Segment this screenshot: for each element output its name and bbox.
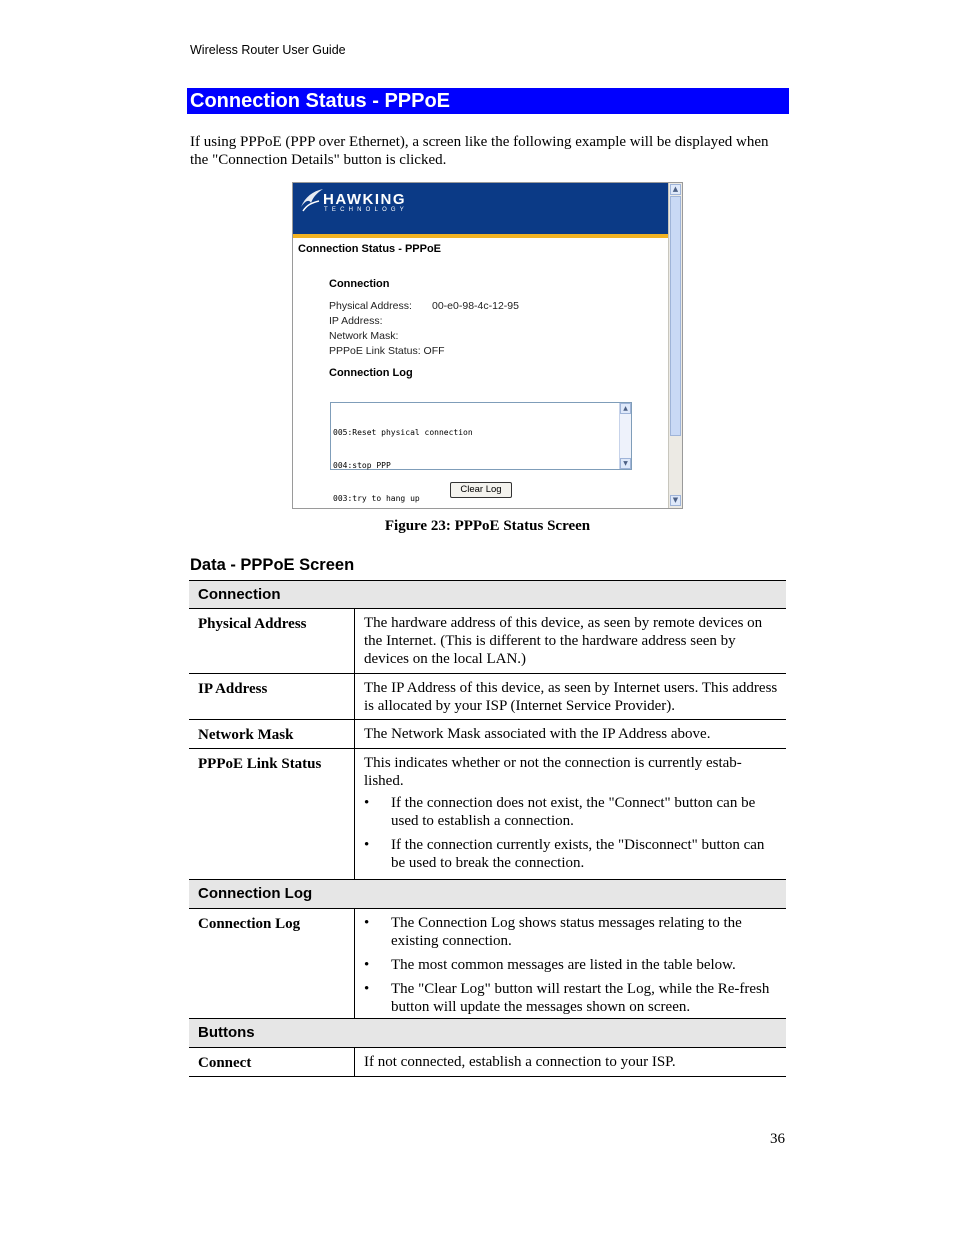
bullet-icon: • [364,957,370,973]
table-row [189,674,786,720]
bullet-icon: • [364,981,370,997]
hawking-banner [293,183,668,235]
banner-stripe [293,234,668,238]
page-number: 36 [770,1131,785,1147]
connection-label: Connection [329,278,390,290]
group-header-connection: Connection [189,580,786,609]
list-item: • If the connection does not exist, the "Connect" button can be used to establish a connection. [364,795,756,829]
row-key: Connect [189,1048,355,1076]
table-row [189,720,786,749]
log-line: 004:stop PPP [333,461,391,470]
network-mask-row [329,330,398,342]
row-key: PPPoE Link Status [189,749,355,879]
scroll-down-icon[interactable]: ▼ [670,495,681,506]
group-header-buttons: Buttons [189,1019,786,1048]
link-status-row [329,345,445,357]
row-value: The IP Address of this device, as seen by Internet users. This address is allocated by your ISP (Internet Service Provider). [364,680,778,714]
row-value: If not connected, establish a connection to your ISP. [364,1054,676,1070]
row-key: Network Mask [189,720,355,748]
bullet-list [364,794,778,872]
row-value [355,749,786,879]
table-row [189,749,786,880]
pppoe-status-screenshot [292,182,683,509]
list-item: • The most common messages are listed in the table below. [364,957,736,973]
row-value [355,909,786,1018]
bullet-icon: • [364,837,370,853]
scroll-thumb[interactable] [670,196,681,436]
scroll-up-icon[interactable]: ▲ [670,184,681,195]
row-value: The Network Mask associated with the IP Address above. [364,726,711,742]
screen-heading: Connection Status - PPPoE [298,243,442,255]
intro-paragraph: If using PPPoE (PPP over Ethernet), a screen like the following example will be displayed when the "Connection Details" button is clicked. [190,134,769,168]
table-row [189,609,786,674]
row-key: IP Address [189,674,355,719]
physical-address-row [329,300,519,312]
logo-tagline: TECHNOLOGY [324,207,409,213]
subsection-title: Data - PPPoE Screen [190,556,355,574]
connection-log-label: Connection Log [329,367,413,379]
hawk-logo-icon [299,187,325,213]
row-label: PPPoE Link Status: OFF [329,345,445,357]
data-table [189,580,786,1077]
row-value: The hardware address of this device, as seen by remote devices on the Internet. (This is different to the hardware address seen by devices on the local LAN.) [364,615,763,667]
row-label: Network Mask: [329,330,399,342]
row-key: Connection Log [189,909,355,1018]
ip-address-row [329,315,383,327]
page-scrollbar[interactable] [668,183,682,508]
row-key: Physical Address [189,609,355,673]
value-text: This indicates whether or not the connection is currently estab-lished. [364,755,742,789]
bullet-icon: • [364,795,370,811]
bullet-icon: • [364,915,370,931]
row-label: Physical Address: [329,300,412,312]
list-item: • The Connection Log shows status messages relating to the existing connection. [364,915,742,949]
list-item: • If the connection currently exists, the "Disconnect" button can be used to break the connection. [364,837,765,871]
log-scrollbar[interactable] [619,403,631,469]
table-row [189,909,786,1019]
log-scroll-up-icon[interactable]: ▲ [620,403,631,414]
section-title: Connection Status - PPPoE [187,88,789,114]
log-line: 005:Reset physical connection [333,428,473,437]
table-row [189,1048,786,1077]
log-line: 003:try to hang up [333,494,420,503]
clear-log-button[interactable]: Clear Log [450,482,512,498]
logo-wordmark: HAWKING [323,191,406,208]
row-label: IP Address: [329,315,383,327]
group-header-log: Connection Log [189,880,786,909]
running-header: Wireless Router User Guide [190,43,346,57]
bullet-list [364,914,778,1016]
log-scroll-down-icon[interactable]: ▼ [620,458,631,469]
figure-caption: Figure 23: PPPoE Status Screen [384,518,591,534]
list-item: • The "Clear Log" button will restart the Log, while the Re-fresh button will update the messages shown on screen. [364,981,770,1015]
row-value: 00-e0-98-4c-12-95 [432,300,519,312]
